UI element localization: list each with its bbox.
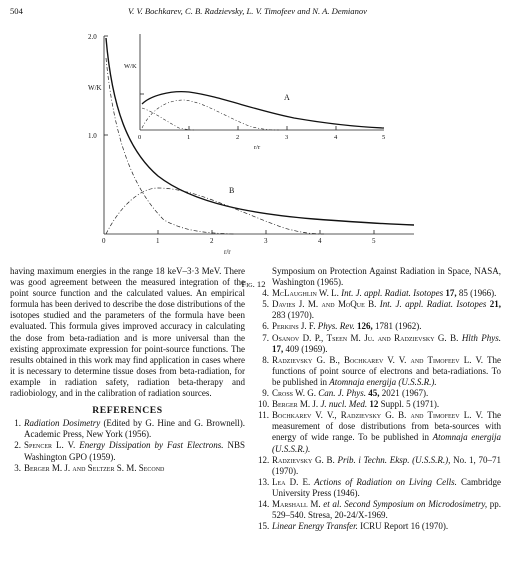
inset-x-tick-0: 0 bbox=[138, 134, 142, 141]
inset-x-tick-2: 2 bbox=[236, 134, 240, 141]
inset-x-tick-4: 4 bbox=[334, 134, 338, 141]
reference-15: 15. Linear Energy Transfer. ICRU Report 16 (1970). bbox=[258, 521, 449, 532]
inset-curve-solid bbox=[142, 92, 384, 128]
outer-curve-dashed-2 bbox=[106, 58, 234, 234]
inset-x-tick-5: 5 bbox=[382, 134, 386, 141]
reference-7: 7. Osanov D. P., Tseen M. Ju. and Radzievsky G. B. Hlth Phys. 17, 409 (1969). bbox=[262, 332, 501, 354]
outer-x-label: r/r bbox=[224, 248, 231, 256]
figure-plot bbox=[84, 28, 424, 278]
outer-y-tick-1: 2.0 bbox=[88, 33, 97, 41]
figure-12 bbox=[84, 28, 424, 278]
reference-1: 1. Radiation Dosimetry (Edited by G. Hine and G. Brownell). Academic Press, New York (1956). bbox=[14, 418, 245, 440]
reference-6: 6. Perkins J. F. Phys. Rev. 126, 1781 (1962). bbox=[262, 321, 422, 332]
reference-8: 8. Radzievsky G. B., Bochkarev V. V. and Timofeev L. V. The functions of point source of electrons and beta-radiations. To be published in Atomnaja energija (U.S.S.R.). bbox=[262, 354, 501, 387]
reference-10: 10. Berger M. J. J. nucl. Med. 12 Suppl. 5 (1971). bbox=[258, 399, 440, 410]
reference-3-continued: Symposium on Protection Against Radiation in Space, NASA, Washington (1965). bbox=[272, 266, 501, 288]
reference-11: 11. Bochkarev V. V., Radzievsky G. B. and Timofeev L. V. The measurement of dose distributions from beta-sources with energy of wide range. To be published in Atomnaja energija (U.S.S.R.). bbox=[258, 410, 501, 454]
inset-curve-label: A bbox=[284, 93, 290, 102]
right-column bbox=[258, 266, 501, 532]
inset-x-label: r/r bbox=[254, 144, 261, 151]
inset-x-tick-3: 3 bbox=[285, 134, 289, 141]
outer-curve-solid bbox=[106, 38, 414, 225]
figure-caption: Fig. 12 bbox=[241, 279, 266, 289]
references-heading: REFERENCES bbox=[92, 405, 163, 417]
reference-2: 2. Spencer L. V. Energy Dissipation by Fast Electrons. NBS Washington GPO (1959). bbox=[14, 440, 245, 462]
reference-9: 9. Cross W. G. Can. J. Phys. 45, 2021 (1967). bbox=[262, 388, 429, 399]
outer-x-tick-4: 4 bbox=[318, 237, 322, 245]
reference-5: 5. Davies J. M. and MoQue B. Int. J. appl. Radiat. Isotopes 21, 283 (1970). bbox=[262, 299, 501, 321]
outer-x-tick-2: 2 bbox=[210, 237, 214, 245]
running-head-authors: V. V. Bochkarev, C. B. Radzievsky, L. V. Timofeev and N. A. Demianov bbox=[128, 6, 367, 16]
reference-4: 4. McLaughlin W. L. Int. J. appl. Radiat. Isotopes 17, 85 (1966). bbox=[262, 288, 497, 299]
outer-curve-dashed-1 bbox=[106, 188, 324, 234]
page-header bbox=[10, 6, 497, 18]
outer-y-label: W/K bbox=[88, 84, 102, 92]
inset-x-tick-1: 1 bbox=[187, 134, 191, 141]
reference-3: 3. Berger M. J. and Seltzer S. M. Second bbox=[14, 462, 165, 473]
outer-y-tick-2: 1.0 bbox=[88, 132, 97, 140]
reference-12: 12. Radzievsky G. B. Prib. i Techn. Eksp. (U.S.S.R.), No. 1, 70–71 (1970). bbox=[258, 454, 502, 476]
inset-plot bbox=[124, 34, 385, 151]
reference-13: 13. Lea D. E. Actions of Radiation on Living Cells. Cambridge University Press (1946). bbox=[258, 476, 501, 498]
page-number: 504 bbox=[10, 6, 23, 16]
outer-x-tick-0: 0 bbox=[102, 237, 106, 245]
outer-x-tick-5: 5 bbox=[372, 237, 376, 245]
inset-curve-dashed-2 bbox=[142, 108, 194, 130]
outer-x-tick-1: 1 bbox=[156, 237, 160, 245]
left-column bbox=[10, 266, 245, 474]
outer-x-tick-3: 3 bbox=[264, 237, 268, 245]
inset-curve-dashed-1 bbox=[142, 100, 279, 130]
conclusion-paragraph: having maximum energies in the range 18 keV–3·3 MeV. There was good agreement between the measured integration of the point source function and the calculated values. An empirical formula has been derived to describe the dose distributions of the isotopes studied and the parameters of the formula have been evaluated. This formula gives improved accuracy in calculating the dose from beta-radiation and is more universal than the existing approximate expression for point-source functions. The results obtained in this work may find application in cases where it is necessary to determine tissue doses from beta-radiation, for example in radiation safety, radiation beta-therapy and radiobiology, and in the calibration of radiation sources. bbox=[10, 266, 245, 399]
inset-y-label: W/K bbox=[124, 63, 137, 70]
outer-curve-label: B bbox=[229, 186, 235, 195]
reference-14: 14. Marshall M. et al. Second Symposium on Microdosimetry, pp. 529–540. Stresa, 20-24/X-1969. bbox=[258, 498, 502, 521]
